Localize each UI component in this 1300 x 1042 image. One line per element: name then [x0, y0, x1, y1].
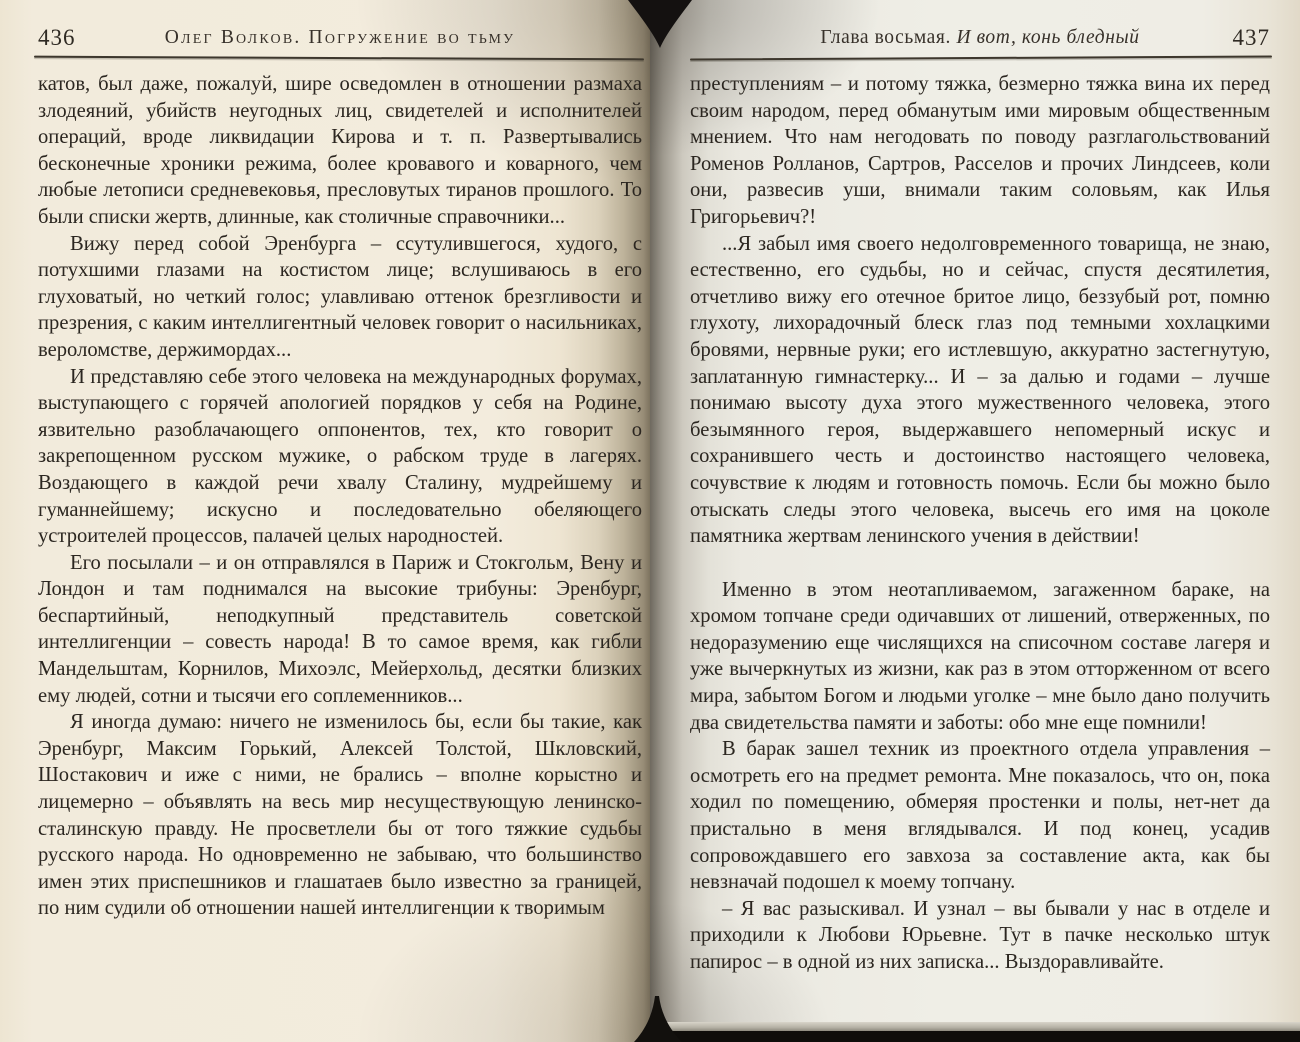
right-page [650, 0, 1300, 1042]
right-running-header [690, 25, 1270, 55]
paragraph: Вижу перед собой Эренбурга – ссутулившегося, худого, с потухшими глазами на костистом лице; вслушиваюсь в его глуховатый, но четкий голос; улавливаю оттенок брезгливости и презрения, с каким интеллигентный человек говорит о насильниках, вероломстве, держимордах... [38, 232, 642, 361]
left-page-text [38, 71, 642, 922]
paragraph: В барак зашел техник из проектного отдела управления – осмотреть его на предмет ремонта. Мне показалось, что он, пока ходил по помещению, обмеряя простенки и полы, нет-нет да пристально в меня вглядывался. И под конец, усадив сопровождавшего его завхоза за составление акта, как бы невзначай подошел к моему топчану. [690, 738, 1270, 894]
left-page-number: 436 [38, 25, 76, 50]
chapter-head-italic: И вот, конь бледный [956, 27, 1140, 48]
paragraph: преступлениям – и потому тяжка, безмерно тяжка вина их перед своим народом, перед обманутым ими мировым общественным мнением. Что нам негодовать по поводу разглагольствований Роменов Ролланов, Сартров, Расселов и прочих Линдсеев, коли они, развесив уши, внимали таким соловьям, как Илья Григорьевич?! [690, 73, 1270, 228]
chapter-head-regular: Глава восьмая. [820, 27, 957, 48]
paragraph: катов, был даже, пожалуй, шире осведомлен в отношении размаха злодеяний, убийств неугодных лиц, свидетелей и исполнителей операций, вроде ликвидации Кирова и т. п. Развертывались бесконечные хроники режима, более кровавого и коварного, чем любые летописи средневековья, пресловутых тиранов прошлого. То были списки жертв, длинные, как столичные справочники... [38, 73, 642, 228]
paragraph: Я иногда думаю: ничего не изменилось бы, если бы такие, как Эренбург, Максим Горький, Алексей Толстой, Шкловский, Шостакович и иже с ними, не брались – вполне корыстно и лицемерно – объявлять на весь мир несуществующую ленинско-сталинскую правду. Не просветлели бы от того тяжкие судьбы русского народа. Но одновременно не забываю, что большинство имен этих приспешников и глашатаев было известно за границей, по ним судили об отношении нашей интеллигенции к творимым [38, 711, 642, 920]
paragraph: Его посылали – и он отправлялся в Париж и Стокгольм, Вену и Лондон и там поднимался на высокие трибуны: Эренбург, беспартийный, неподкупный представитель советской интеллигенции – совесть народа! В то самое время, как гибли Мандельштам, Корнилов, Михоэлс, Мейерхольд, десятки близких ему людей, сотни и тысячи его соплеменников... [38, 551, 642, 707]
right-running-title [690, 27, 1270, 49]
right-page-number: 437 [1232, 25, 1270, 50]
book-bottom-edge [650, 1031, 1300, 1042]
left-running-header [38, 25, 642, 55]
paragraph: ...Я забыл имя своего недолговременного товарища, не знаю, естественно, его судьбы, но и сейчас, спустя десятилетия, отчетливо вижу его отечное бритое лицо, беззубый рот, помню глухоту, лихорадочный блеск глаз под темными хохлацкими бровями, нервные руки; его истлевшую, аккуратно застегнутую, заплатанную гимнастерку... И – за далью и годами – лучше понимаю высоту духа этого мужественного человека, этого безымянного героя, выдержавшего непомерный искус и сохранившего честь и достоинство настоящего человека, сочувствие к людям и готовность помочь. Если бы можно было отыскать следы этого человека, высечь его имя на цоколе памятника жертвам ленинского учения в действии! [690, 232, 1270, 548]
page-fore-edge [662, 1022, 1300, 1031]
paragraph: – Я вас разыскивал. И узнал – вы бывали у нас в отделе и приходили к Любови Юрьевне. Тут в пачке несколько штук папирос – в одной из них записка... Выздоравливайте. [690, 897, 1270, 973]
spine-gap-shadow [604, 0, 716, 58]
paragraph: Именно в этом неотапливаемом, загаженном бараке, на хромом топчане среди одичавших от лишений, отверженных, по недоразумению еще числящихся на списочном составе лагеря и уже вычеркнутых из жизни, как раз в этом отторженном от всего мира, забытом Богом и людьми уголке – мне было дано получить два свидетельства памяти и заботы: обо мне еще помнили! [690, 578, 1270, 734]
right-page-text [690, 71, 1270, 976]
gutter-bottom-shadow [634, 996, 682, 1042]
paragraph: И представляю себе этого человека на международных форумах, выступающего с горячей апологией порядков у себя на Родине, язвительно разоблачающего оппонентов, тех, кто говорит о закрепощенном русском мужике, о рабском труде в лагерях. Воздающего в каждой речи хвалу Сталину, мудрейшему и гуманнейшему; искусно и последовательно обеляющего устроителей процессов, палачей целых народностей. [38, 365, 642, 548]
left-running-title: Олег Волков. Погружение во тьму [164, 27, 516, 48]
